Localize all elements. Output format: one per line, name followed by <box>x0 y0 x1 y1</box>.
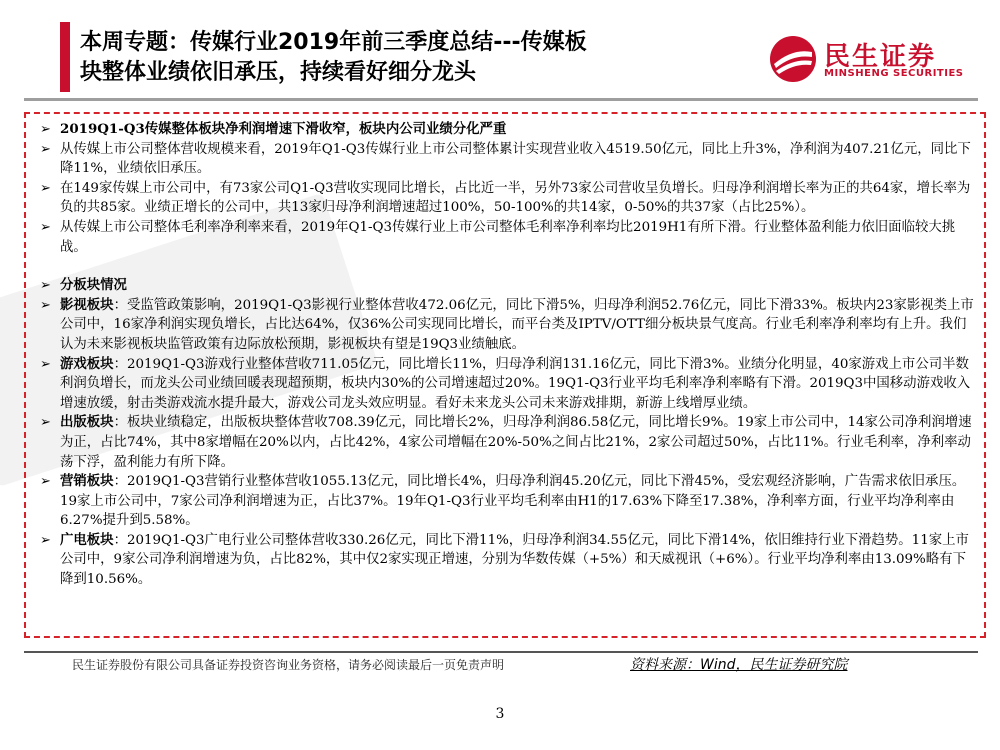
item-text: ：2019Q1-Q3游戏行业整体营收711.05亿元，同比增长11%，归母净利润131.16亿元，同比下滑3%。业绩分化明显，40家游戏上市公司半数利润负增长，而龙头公司业绩回暖表现超预期，板块内30%的公司增速超过20%。19Q1-Q3行业平均毛利率净利率略有下滑。2019Q3中国移动游戏收入增速放缓，射击类游戏流水提升最大，游戏公司龙头效应明显。看好未来龙头公司未来游戏排期，新游上线增厚业绩。 <box>60 356 971 411</box>
title-line-1: 本周专题：传媒行业2019年前三季度总结---传媒板 <box>80 30 587 55</box>
item-text: 分板块情况 <box>60 277 127 294</box>
sector-keyword: 影视板块 <box>60 296 114 313</box>
title-line-2: 块整体业绩依旧承压，持续看好细分龙头 <box>80 60 477 85</box>
item-text: 2019Q1-Q3传媒整体板块净利润增速下滑收窄，板块内公司业绩分化严重 <box>60 121 507 137</box>
minsheng-logo <box>768 34 968 84</box>
sector-keyword: 广电板块 <box>60 531 114 548</box>
bullet-item <box>38 296 974 355</box>
arrow-bullet-icon: ➢ <box>40 356 51 372</box>
bullet-item <box>38 179 974 218</box>
section-gap <box>38 257 974 276</box>
sector-keyword: 出版板块 <box>60 414 114 431</box>
logo-chinese-name: 民生证券 <box>824 42 937 72</box>
arrow-bullet-icon: ➢ <box>40 122 51 137</box>
item-text: ：受监管政策影响，2019Q1-Q3影视行业整体营收472.06亿元，同比下滑5%，归母净利润52.76亿元，同比下滑33%。板块内23家影视类上市公司中，16家净利润实现负增长，占比达64%，仅36%公司实现同比增长，而平台类及IPTV/OTT细分板块景气度高。行业毛利率净利率均有上升。我们认为未来影视板块监管政策有边际放松预期，影视板块有望是19Q3业绩触底。 <box>60 297 974 352</box>
arrow-bullet-icon: ➢ <box>40 278 51 294</box>
sector-keyword: 游戏板块 <box>60 355 114 372</box>
footer-disclaimer: 民生证券股份有限公司具备证券投资咨询业务资格，请务必阅读最后一页免责声明 <box>72 658 505 672</box>
item-text: 从传媒上市公司整体营收规模来看，2019年Q1-Q3传媒行业上市公司整体累计实现营业收入4519.50亿元，同比上升3%，净利润为407.21亿元，同比下降11%，业绩依旧承压。 <box>60 141 971 177</box>
page-number: 3 <box>495 706 505 722</box>
bullet-item <box>38 472 974 531</box>
arrow-bullet-icon: ➢ <box>40 180 51 196</box>
arrow-bullet-icon: ➢ <box>40 415 51 431</box>
header-divider <box>24 98 978 101</box>
bullet-item <box>38 218 974 257</box>
title-accent-bar <box>60 22 70 92</box>
footer-divider <box>24 651 978 653</box>
arrow-bullet-icon: ➢ <box>40 219 51 235</box>
bullet-item <box>38 140 974 179</box>
section-heading <box>38 276 974 296</box>
page-title <box>80 28 740 88</box>
arrow-bullet-icon: ➢ <box>40 141 51 157</box>
sector-keyword: 营销板块 <box>60 473 114 490</box>
item-text: ：板块业绩稳定，出版板块整体营收708.39亿元，同比增长2%，归母净利润86.58亿元，同比增长9%。19家上市公司中，14家公司净利润增速为正，占比74%，其中8家增幅在20%以内，占比42%，4家公司增幅在20%-50%之间占比21%，2家公司超过50%，占比11%。行业毛利率，净利率动荡下浮，盈利能力有所下降。 <box>60 415 972 470</box>
bullet-item <box>38 531 974 590</box>
arrow-bullet-icon: ➢ <box>40 474 51 490</box>
item-text: 在149家传媒上市公司中，有73家公司Q1-Q3营收实现同比增长，占比近一半，另外73家公司营收呈负增长。归母净利润增长率为正的共64家，增长率为负的共85家。业绩正增长的公司中，共13家归母净利润增速超过100%，50-100%的共14家，0-50%的共37家（占比25%）。 <box>60 180 971 216</box>
item-text: 从传媒上市公司整体毛利率净利率来看，2019年Q1-Q3传媒行业上市公司整体毛利率净利率均比2019H1有所下滑。行业整体盈利能力依旧面临较大挑战。 <box>60 219 956 255</box>
item-text: ：2019Q1-Q3营销行业整体营收1055.13亿元，同比增长4%，归母净利润45.20亿元，同比下滑45%，受宏观经济影响，广告需求依旧承压。19家上市公司中，7家公司净利润增速为正，占比37%。19年Q1-Q3行业平均毛利率由H1的17.63%下降至17.38%，净利率方面，行业平均净利率由6.27%提升到5.58%。 <box>60 474 966 529</box>
logo-english-name: MINSHENG SECURITIES <box>824 68 964 79</box>
section-heading <box>38 120 974 140</box>
item-text: ：2019Q1-Q3广电行业公司整体营收330.26亿元，同比下滑11%，归母净利润34.55亿元，同比下滑14%，依旧维持行业下滑趋势。11家上市公司中，9家公司净利润增速为负，占比82%，其中仅2家实现正增速，分别为华数传媒（+5%）和天威视讯（+6%）。行业平均净利率由13.09%略有下降到10.56%。 <box>60 532 969 588</box>
arrow-bullet-icon: ➢ <box>40 297 51 313</box>
arrow-bullet-icon: ➢ <box>40 532 51 548</box>
content-box <box>24 112 986 638</box>
bullet-item <box>38 413 974 472</box>
minsheng-logo-icon <box>768 34 818 84</box>
data-source: 资料来源：Wind，民生证券研究院 <box>630 657 848 673</box>
bullet-item <box>38 355 974 414</box>
